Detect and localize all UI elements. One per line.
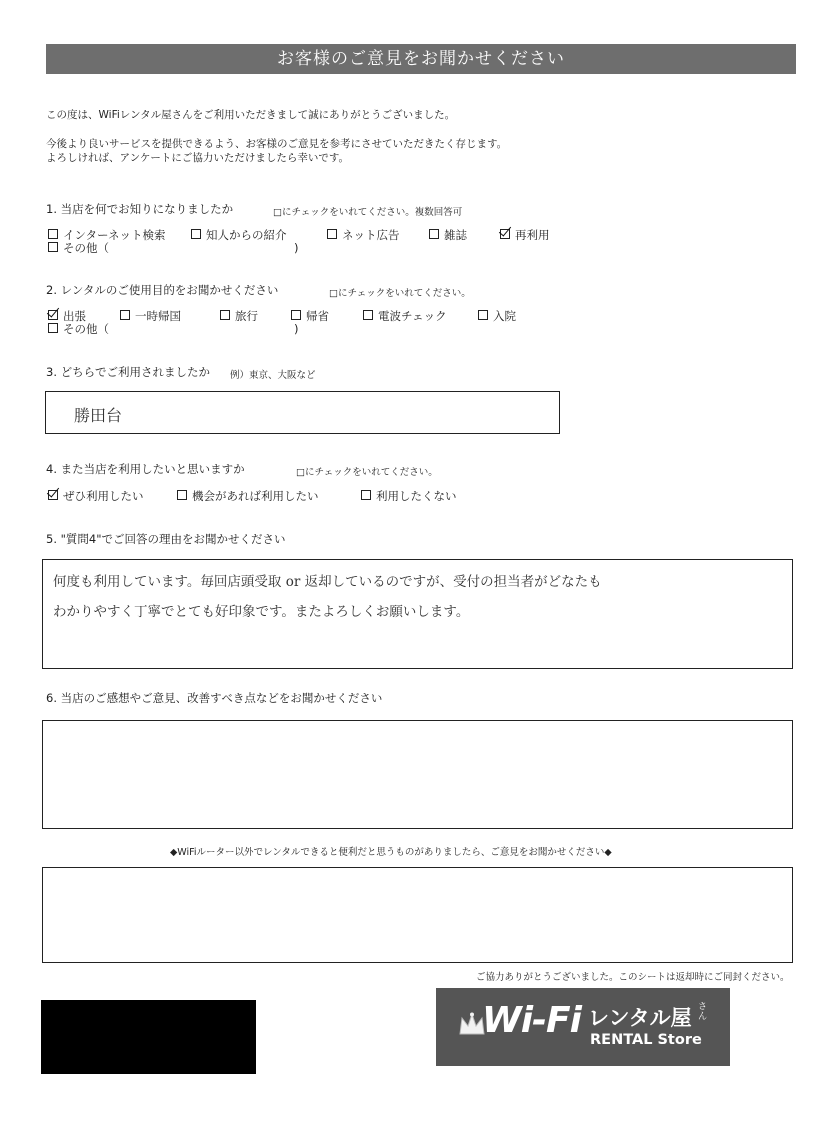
logo-en-text: RENTAL Store — [590, 1032, 702, 1048]
checkbox-icon[interactable] — [291, 310, 301, 320]
intro-line-3: よろしければ、アンケートにご協力いただけましたら幸いです。 — [46, 152, 350, 164]
extra-answer-box[interactable] — [42, 867, 793, 963]
intro-line-1: この度は、WiFiレンタル屋さんをご利用いただきまして誠にありがとうございました。 — [46, 109, 456, 121]
intro-line-2: 今後より良いサービスを提供できるよう、お客様のご意見を参考にさせていただきたく存じます。 — [46, 138, 508, 150]
q1-option-referral[interactable]: 知人からの紹介 — [191, 227, 287, 243]
checkbox-icon[interactable] — [48, 323, 58, 333]
q2-other-close-paren: ) — [294, 322, 299, 336]
q2-option-other[interactable]: その他（ — [48, 321, 109, 337]
q4-label: 4. また当店を利用したいと思いますか — [46, 462, 245, 476]
q3-answer-box[interactable] — [45, 391, 560, 434]
q3-label: 3. どちらでご利用されましたか — [46, 365, 211, 379]
q2-option-homecoming[interactable]: 帰省 — [291, 308, 329, 324]
q2-option-signal-check[interactable]: 電波チェック — [363, 308, 447, 324]
checkbox-icon[interactable] — [177, 490, 187, 500]
q1-note: □にチェックをいれてください。複数回答可 — [273, 207, 463, 218]
checked-checkbox-icon[interactable] — [500, 229, 510, 239]
q6-answer-box[interactable] — [42, 720, 793, 829]
logo-san-text: さん — [698, 1002, 708, 1022]
q4-option-no[interactable]: 利用したくない — [361, 488, 457, 504]
q1-option-internet[interactable]: インターネット検索 — [48, 227, 165, 243]
q2-option-temp-return[interactable]: 一時帰国 — [120, 308, 181, 324]
checked-checkbox-icon[interactable] — [48, 310, 58, 320]
footer-thanks: ご協力ありがとうございました。このシートは返却時にご同封ください。 — [476, 972, 790, 983]
checked-checkbox-icon[interactable] — [48, 490, 58, 500]
checkbox-icon[interactable] — [48, 229, 58, 239]
q2-option-hospital[interactable]: 入院 — [478, 308, 516, 324]
q3-note: 例）東京、大阪など — [230, 370, 316, 381]
q4-option-if-chance[interactable]: 機会があれば利用したい — [177, 488, 319, 504]
q1-option-magazine[interactable]: 雑誌 — [429, 227, 467, 243]
checkbox-icon[interactable] — [363, 310, 373, 320]
q4-note: □にチェックをいれてください。 — [296, 467, 438, 478]
checkbox-icon[interactable] — [429, 229, 439, 239]
q4-option-definitely[interactable]: ぜひ利用したい — [48, 488, 144, 504]
checkbox-icon[interactable] — [191, 229, 201, 239]
logo-jp-text: レンタル屋 — [588, 1006, 692, 1030]
q2-option-travel[interactable]: 旅行 — [220, 308, 258, 324]
extra-label: ◆WiFiルーター以外でレンタルできると便利だと思うものがありましたら、ご意見をお聞かせください◆ — [170, 847, 612, 858]
q5-answer-line-2: わかりやすく丁寧でとても好印象です。またよろしくお願いします。 — [53, 604, 470, 620]
checkbox-icon[interactable] — [220, 310, 230, 320]
wifi-rental-logo — [436, 988, 730, 1066]
checkbox-icon[interactable] — [361, 490, 371, 500]
q1-label: 1. 当店を何でお知りになりましたか — [46, 202, 234, 216]
q3-answer: 勝田台 — [74, 406, 123, 425]
checkbox-icon[interactable] — [48, 242, 58, 252]
q1-other-close-paren: ) — [294, 241, 299, 255]
q5-answer-box[interactable] — [42, 559, 793, 669]
q2-label: 2. レンタルのご使用目的をお聞かせください — [46, 283, 279, 297]
logo-wifi-text: Wi-Fi — [482, 1000, 581, 1041]
q1-option-net-ad[interactable]: ネット広告 — [327, 227, 400, 243]
checkbox-icon[interactable] — [478, 310, 488, 320]
q1-option-other[interactable]: その他（ — [48, 240, 109, 256]
page-title: お客様のご意見をお聞かせください — [46, 44, 796, 74]
q1-option-reuse[interactable]: 再利用 — [500, 227, 550, 243]
q5-label: 5. "質問4"でご回答の理由をお聞かせください — [46, 532, 286, 546]
redacted-block — [41, 1000, 256, 1074]
checkbox-icon[interactable] — [120, 310, 130, 320]
q6-label: 6. 当店のご感想やご意見、改善すべき点などをお聞かせください — [46, 691, 383, 705]
checkbox-icon[interactable] — [327, 229, 337, 239]
q2-note: □にチェックをいれてください。 — [329, 288, 471, 299]
q2-option-business-trip[interactable]: 出張 — [48, 308, 86, 324]
q5-answer-line-1: 何度も利用しています。毎回店頭受取 or 返却しているのですが、受付の担当者がどなたも — [53, 574, 602, 590]
